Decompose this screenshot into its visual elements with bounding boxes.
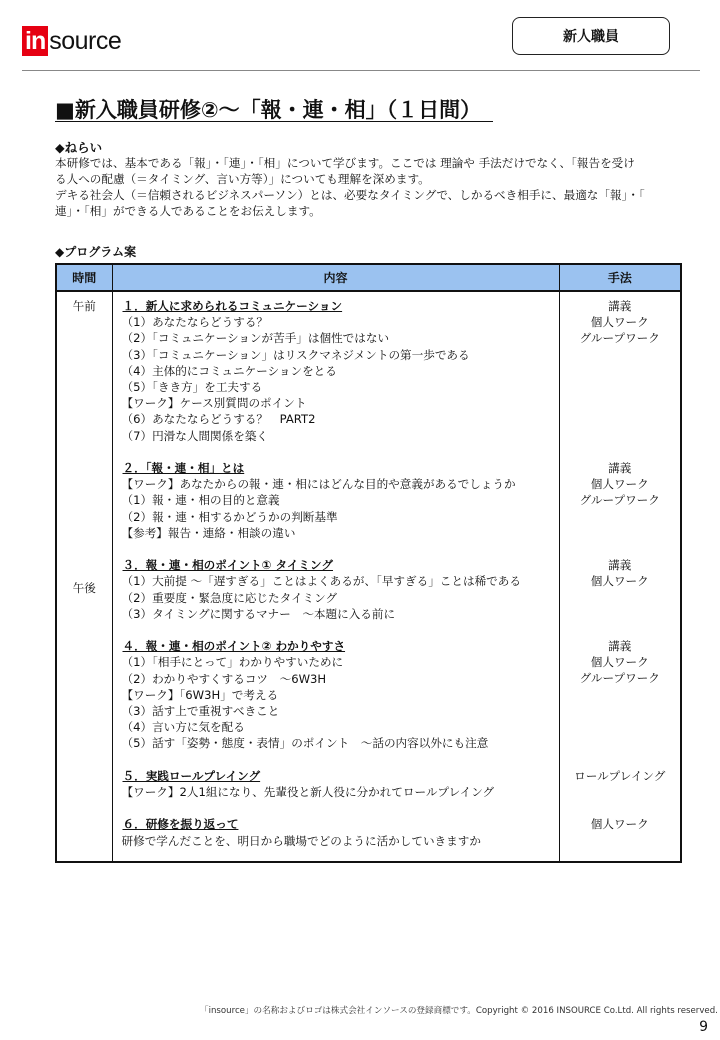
logo-wordmark: source [49,27,122,55]
program-heading: ◆プログラム案 [55,245,137,259]
category-badge: 新人職員 [512,17,670,55]
page-title: ■新入職員研修②～「報・連・相」（１日間） [55,98,482,122]
time-cell [56,291,112,862]
content-cell [112,291,559,862]
section-item: 【ワーク】2人1組になり、先輩役と新人役に分かれてロールプレイング [121,785,495,800]
time-am: 午前 [72,299,96,313]
copyright-notice: 「insource」の名称およびロゴは株式会社インソースの登録商標です。Copyright © 2016 INSOURCE Co.Ltd. All rights reserved. [200,1006,718,1016]
table-row [56,291,681,862]
aim-body [55,155,655,219]
section-item: （3）タイミングに関するマナー ～本題に入る前に [121,606,396,621]
method-item: 個人ワーク [590,655,649,670]
method-item: グループワーク [579,671,660,686]
section-title: １．新人に求められるコミュニケーション [122,299,343,313]
method-item: 講義 [608,558,632,573]
page-number: 9 [699,1019,708,1035]
method-item: 個人ワーク [590,477,649,492]
method-item: グループワーク [579,331,660,346]
time-pm: 午後 [72,581,96,595]
section-title: ５．実践ロールプレイング [122,768,261,783]
section-item: 研修で学んだことを、明日から職場でどのように活かしていきますか [121,833,481,848]
insource-logo [22,26,121,56]
method-item: グループワーク [579,493,660,508]
section-item: （1）「相手にとって」わかりやすいために [121,655,344,670]
column-header-content: 内容 [112,264,559,291]
section-item: （3）「コミュニケーション」はリスクマネジメントの第一歩である [121,347,470,362]
aim-line: デキる社会人（＝信頼されるビジネスパーソン）とは、必要なタイミングで、しかるべき相手に、最適な「報」・「 [55,188,645,202]
title-underline [55,121,493,122]
section-item: （5）「きき方」を工夫する [121,380,263,395]
section-item: （2）重要度・緊急度に応じたタイミング [121,590,338,605]
section-item: （4）主体的にコミュニケーションをとる [121,363,337,378]
logo-in-mark: in [22,26,48,56]
aim-line: 本研修では、基本である「報」・「連」・「相」について学びます。ここでは 理論や 手法だけでなく、「報告を受け [55,156,635,170]
section-item: （7）円滑な人間関係を築く [121,428,269,443]
program-table [55,263,682,863]
method-item: 個人ワーク [590,315,649,330]
section-item: （2）報・連・相するかどうかの判断基準 [121,509,338,524]
method-item: 個人ワーク [590,817,649,832]
section-item: （5）話す「姿勢・態度・表情」のポイント ～話の内容以外にも注意 [121,736,489,751]
section-item: 【ワーク】ケース別質問のポイント [121,396,307,411]
section-item: 【ワーク】「6W3H」で考える [121,687,279,702]
table-header-row [56,264,681,291]
method-item: ロールプレイング [574,768,666,783]
method-item: 個人ワーク [590,574,649,589]
section-item: （1）報・連・相の目的と意義 [121,493,280,508]
aim-line: る人への配慮（＝タイミング、言い方等）」についても理解を深めます。 [55,172,430,186]
aim-line: 連」・「相」ができる人であることをお伝えします。 [55,204,321,218]
column-header-time: 時間 [56,264,112,291]
section-item: （2）「コミュニケーションが苦手」は個性ではない [121,331,390,346]
section-title: ３．報・連・相のポイント① タイミング [122,558,333,573]
section-title: ２．「報・連・相」とは [122,461,245,476]
section-item: （2）わかりやすくするコツ ～6W3H [121,671,327,686]
section-item: （1）大前提 ～「遅すぎる」ことはよくあるが、「早すぎる」ことは稀である [121,574,521,589]
section-item: （6）あなたならどうする？ PART2 [121,412,316,427]
section-item: （1）あなたならどうする？ [121,315,269,330]
header-divider [22,70,700,71]
section-item: （3）話す上で重視すべきこと [121,704,280,719]
method-item: 講義 [608,299,632,313]
column-header-method: 手法 [559,264,681,291]
section-title: ４．報・連・相のポイント② わかりやすさ [122,639,346,654]
aim-heading: ◆ねらい [55,140,103,155]
section-title: ６．研修を振り返って [122,817,239,832]
section-item: （4）言い方に気を配る [121,720,245,735]
section-item: 【ワーク】あなたからの報・連・相にはどんな目的や意義があるでしょうか [121,477,516,492]
method-item: 講義 [608,639,632,654]
section-item: 【参考】報告・連絡・相談の違い [121,525,296,540]
method-cell [559,291,681,862]
method-item: 講義 [608,460,632,475]
